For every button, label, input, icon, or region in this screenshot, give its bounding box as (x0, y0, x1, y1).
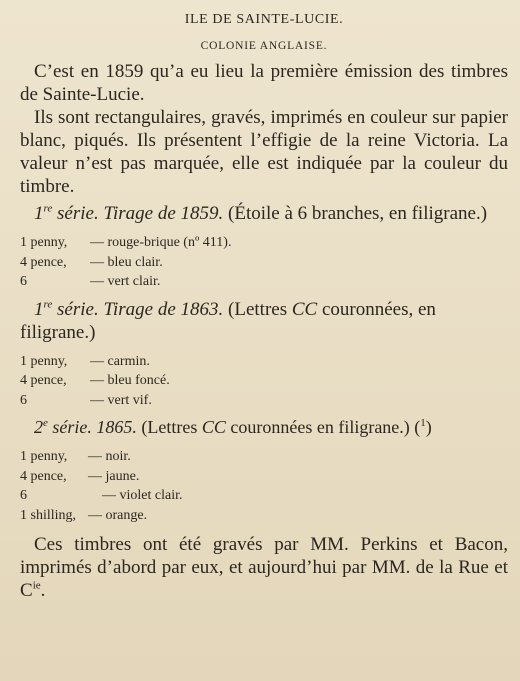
series-3-number: 2 (34, 417, 43, 437)
list-item-color: — orange. (88, 507, 148, 523)
list-item-value: 1 penny, (20, 449, 68, 464)
intro-paragraph-2: Ils sont rectangulaires, gravés, imprimés en couleur sur papier blanc, piqués. Ils présentent l’effigie de la reine Victoria. La valeur n’est pas marquée, elle est indiquée par la couleur du timbre. (20, 107, 508, 197)
list-item-value: 6 (20, 392, 27, 408)
closing-paragraph (20, 533, 508, 602)
list-item-color: — violet clair. (102, 488, 183, 503)
series-1-number: 1 (34, 203, 44, 224)
list-item (20, 486, 508, 506)
series-1-note: (Étoile à 6 branches, en filigrane.) (223, 203, 488, 224)
series-2-heading (20, 298, 508, 344)
list-item-color: — rouge-brique (nº 411). (90, 235, 232, 250)
list-item-value: 1 shilling, (20, 507, 77, 523)
series-1-label: série. Tirage de 1859. (52, 203, 224, 224)
list-item-value: 1 penny, (20, 235, 68, 250)
list-item-value: 4 pence, (20, 254, 67, 270)
series-1-list (20, 233, 508, 292)
list-item-value: 4 pence, (20, 373, 67, 388)
series-3-heading (20, 416, 508, 439)
series-2-label: série. Tirage de 1863. (52, 298, 224, 320)
list-item-value: 6 (20, 488, 27, 503)
series-3-note-cc: CC (201, 417, 226, 437)
series-2-note-b: couronnées, en filigrane.) (20, 298, 436, 343)
list-item (20, 253, 508, 273)
list-item-color: — jaune. (88, 468, 140, 484)
series-3-number-sup: e (43, 417, 48, 429)
list-item-color: — bleu clair. (90, 254, 163, 270)
series-3-label: série. 1865. (47, 417, 137, 437)
series-3-note-a: (Lettres (136, 417, 202, 437)
list-item (20, 467, 508, 487)
list-item (20, 233, 508, 253)
series-1-number-sup: re (43, 202, 53, 215)
page-subtitle: COLONIE ANGLAISE. (200, 40, 328, 52)
footnote-marker: 1 (420, 417, 426, 429)
closing-text: Ces timbres ont été gravés par MM. Perkins et Bacon, imprimés d’abord par eux, et aujourd’hui par MM. de la Rue et C (20, 534, 508, 601)
closing-sup: ie (32, 579, 41, 592)
list-item (20, 272, 508, 292)
list-item-color: — vert vif. (90, 392, 152, 408)
series-2-note-a: (Lettres (223, 298, 292, 320)
list-item-color: — carmin. (90, 353, 150, 369)
list-item (20, 447, 508, 467)
series-3-list (20, 447, 508, 525)
series-3-note-c: ) (425, 417, 432, 437)
series-2-number-sup: re (43, 298, 53, 311)
series-1-heading (20, 202, 508, 225)
closing-end: . (40, 580, 46, 601)
list-item-color: — bleu foncé. (90, 373, 170, 388)
list-item-value: 6 (20, 274, 27, 289)
series-2-note-cc: CC (291, 298, 318, 320)
list-item (20, 352, 508, 372)
page-title: ILE DE SAINTE-LUCIE. (184, 12, 344, 27)
list-item-color: — noir. (88, 449, 131, 464)
list-item (20, 371, 508, 391)
series-2-list (20, 352, 508, 411)
intro-paragraph-1: C’est en 1859 qu’a eu lieu la première émission des timbres de Sainte-Lucie. (20, 61, 508, 105)
list-item-value: 4 pence, (20, 468, 67, 484)
list-item (20, 506, 508, 526)
series-3-note-b: couronnées en filigrane.) ( (225, 417, 421, 437)
list-item-color: — vert clair. (90, 274, 161, 289)
list-item-value: 1 penny, (20, 353, 68, 369)
list-item (20, 391, 508, 411)
series-2-number: 1 (34, 298, 44, 320)
